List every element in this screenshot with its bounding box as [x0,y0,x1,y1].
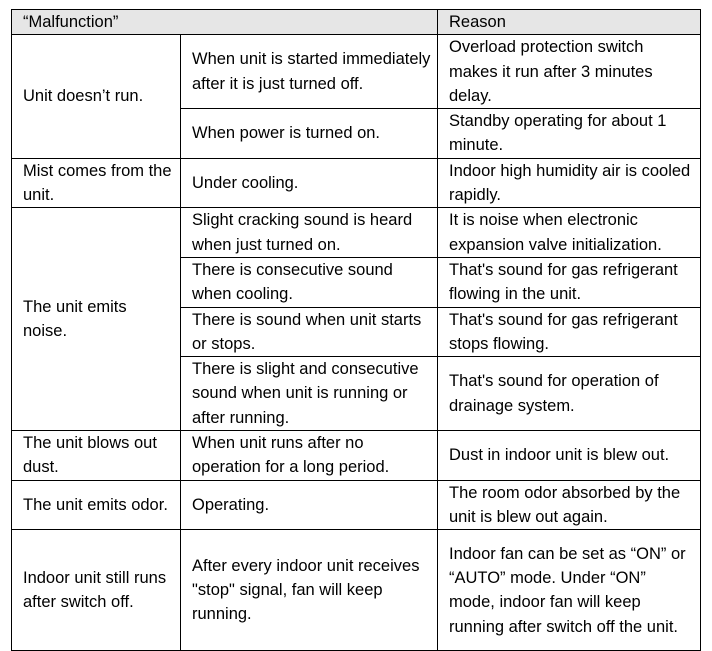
reason-cell: Indoor fan can be set as “ON” or “AUTO” mode. Under “ON” mode, indoor fan will keep running after switch off the unit. [438,530,701,651]
reason-cell: Dust in indoor unit is blew out. [438,431,701,481]
condition-cell: Slight cracking sound is heard when just turned on. [181,208,438,258]
condition-cell: After every indoor unit receives "stop" signal, fan will keep running. [181,530,438,651]
reason-cell: That's sound for operation of drainage system. [438,357,701,431]
malfunction-cell: The unit blows out dust. [12,431,181,481]
malfunction-cell: Unit doesn’t run. [12,35,181,158]
condition-cell: When power is turned on. [181,109,438,159]
table-row [12,480,701,530]
reason-cell: Indoor high humidity air is cooled rapidly. [438,158,701,208]
condition-cell: Under cooling. [181,158,438,208]
condition-cell: When unit is started immediately after it is just turned off. [181,35,438,109]
condition-cell: There is sound when unit starts or stops. [181,307,438,357]
header-malfunction: “Malfunction” [12,10,438,35]
header-reason: Reason [438,10,701,35]
table-header-row [12,10,701,35]
troubleshooting-table [11,9,701,651]
table-row [12,530,701,651]
condition-cell: When unit runs after no operation for a long period. [181,431,438,481]
condition-cell: There is slight and consecutive sound when unit is running or after running. [181,357,438,431]
reason-cell: Standby operating for about 1 minute. [438,109,701,159]
condition-cell: There is consecutive sound when cooling. [181,257,438,307]
malfunction-cell: The unit emits odor. [12,480,181,530]
malfunction-cell: Mist comes from the unit. [12,158,181,208]
condition-cell: Operating. [181,480,438,530]
reason-cell: The room odor absorbed by the unit is blew out again. [438,480,701,530]
table-row [12,158,701,208]
reason-cell: Overload protection switch makes it run after 3 minutes delay. [438,35,701,109]
table-row [12,431,701,481]
reason-cell: That's sound for gas refrigerant flowing in the unit. [438,257,701,307]
reason-cell: It is noise when electronic expansion valve initialization. [438,208,701,258]
malfunction-cell: The unit emits noise. [12,208,181,431]
malfunction-cell: Indoor unit still runs after switch off. [12,530,181,651]
table-row [12,35,701,109]
reason-cell: That's sound for gas refrigerant stops flowing. [438,307,701,357]
table-row [12,208,701,258]
